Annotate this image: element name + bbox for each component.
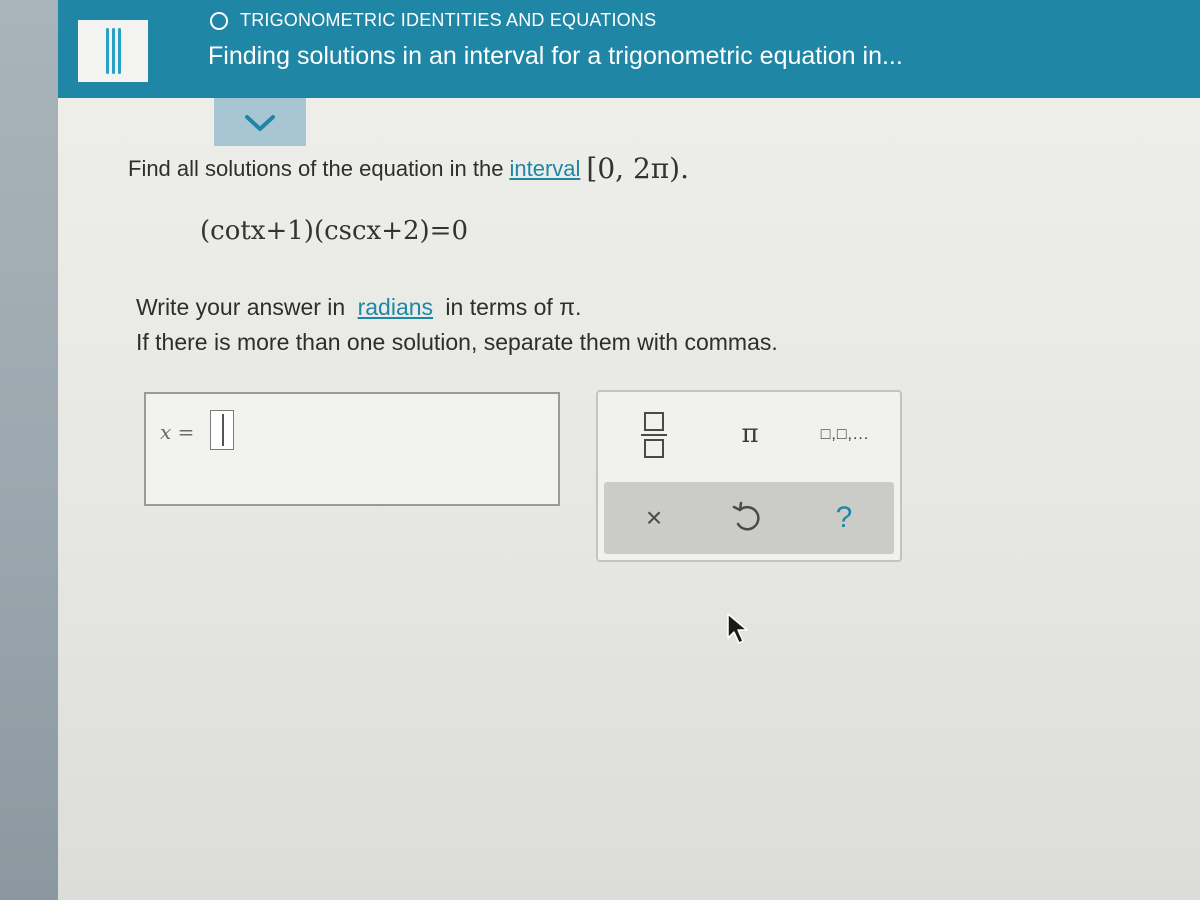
undo-button[interactable]	[726, 496, 770, 540]
page	[58, 0, 1200, 900]
question-prefix: Find all solutions of the equation in the	[128, 155, 504, 181]
pi-button[interactable]: π	[730, 414, 770, 454]
collapse-tab-button[interactable]	[214, 98, 306, 146]
hamburger-menu-icon	[112, 28, 115, 74]
answer-prefix: x =	[160, 420, 195, 444]
math-keypad	[596, 390, 902, 562]
topic-row	[210, 10, 656, 31]
text-caret	[222, 414, 224, 446]
fraction-button[interactable]	[638, 410, 670, 460]
left-rail	[0, 0, 58, 900]
instructions	[136, 290, 778, 360]
circle-status-icon	[210, 12, 228, 30]
help-button[interactable]: ?	[822, 496, 866, 540]
instruction-prefix: Write your answer in	[136, 294, 346, 320]
radians-link[interactable]: radians	[357, 294, 434, 320]
equation: (cotx+1)(cscx+2)=0	[200, 216, 469, 246]
instruction-line-2: If there is more than one solution, separate them with commas.	[136, 329, 778, 355]
answer-box[interactable]	[144, 392, 560, 506]
interval-link[interactable]: interval	[509, 155, 581, 181]
instruction-suffix: in terms of π.	[445, 294, 582, 320]
hamburger-menu-icon	[106, 28, 109, 74]
interval-expression: [0, 2π).	[586, 152, 689, 185]
mouse-pointer-icon	[726, 612, 752, 646]
undo-icon	[726, 496, 770, 540]
list-button[interactable]: □,□,...	[812, 420, 878, 450]
hamburger-menu-button[interactable]	[78, 20, 148, 82]
instruction-line-1	[136, 290, 778, 325]
question-prompt	[128, 152, 689, 185]
clear-button[interactable]: ×	[632, 496, 676, 540]
chevron-down-icon	[242, 112, 278, 134]
fraction-icon	[638, 410, 670, 460]
hamburger-menu-icon	[118, 28, 121, 74]
topic-label: TRIGONOMETRIC IDENTITIES AND EQUATIONS	[240, 10, 657, 30]
header-bar	[58, 0, 1200, 98]
page-title[interactable]: Finding solutions in an interval for a trigonometric equation in...	[208, 42, 903, 70]
